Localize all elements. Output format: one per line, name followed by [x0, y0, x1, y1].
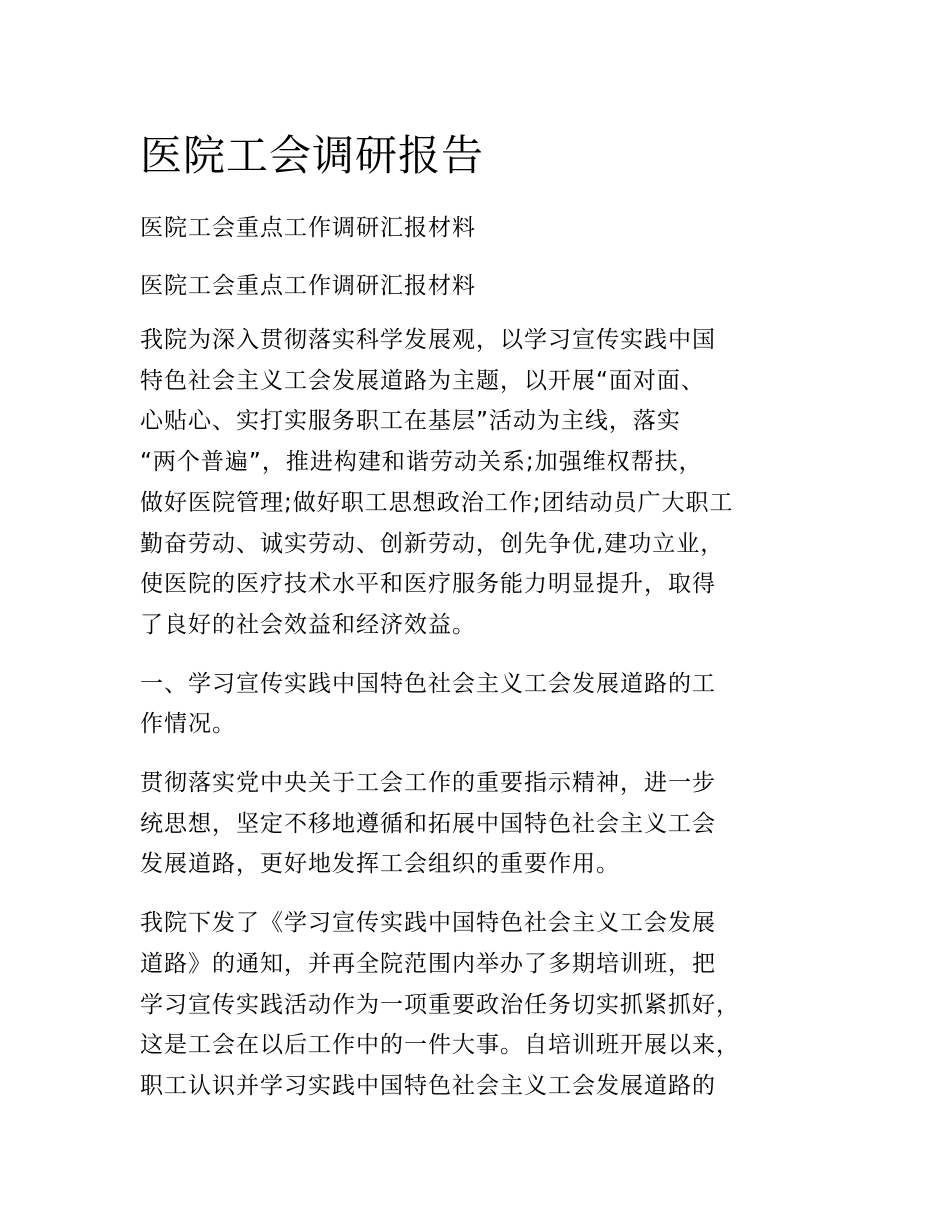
- text-line: 勤奋劳动、诚实劳动、创新劳动，创先争优,建功立业，: [140, 530, 725, 557]
- text-line: 特色社会主义工会发展道路为主题，以开展“面对面、: [140, 367, 705, 394]
- text-line: 统思想，坚定不移地遵循和拓展中国特色社会主义工会: [140, 810, 716, 837]
- subtitle-1: 医院工会重点工作调研汇报材料: [140, 215, 476, 241]
- section-heading-1: [140, 664, 812, 745]
- text-line: 贯彻落实党中央关于工会工作的重要指示精神，进一步: [140, 770, 716, 797]
- text-line: 职工认识并学习实践中国特色社会主义工会发展道路的: [140, 1072, 716, 1099]
- text-line: 做好医院管理;做好职工思想政治工作;团结动员广大职工: [140, 489, 734, 516]
- text-line: 我院为深入贯彻落实科学发展观，以学习宣传实践中国: [140, 327, 716, 353]
- text-line: 学习宣传实践活动作为一项重要政治任务切实抓紧抓好，: [140, 991, 740, 1018]
- text-line: 使医院的医疗技术水平和医疗服务能力明显提升，取得: [140, 571, 716, 598]
- document-title: 医院工会调研报告: [140, 131, 485, 180]
- text-line: “两个普遍”，推进构建和谐劳动关系;加强维权帮扶，: [140, 449, 703, 476]
- paragraph-intro: [140, 320, 812, 646]
- text-line: 作情况。: [140, 711, 236, 738]
- subtitle-2: 医院工会重点工作调研汇报材料: [140, 273, 476, 299]
- paragraph-guidance: [140, 763, 812, 885]
- text-line: 发展道路，更好地发挥工会组织的重要作用。: [140, 851, 620, 878]
- text-line: 了良好的社会效益和经济效益。: [140, 611, 476, 638]
- text-line: 一、学习宣传实践中国特色社会主义工会发展道路的工: [140, 670, 716, 697]
- text-line: 我院下发了《学习宣传实践中国特色社会主义工会发展: [140, 910, 716, 937]
- paragraph-training: [140, 903, 812, 1107]
- text-line: 心贴心、实打实服务职工在基层”活动为主线，落实: [140, 408, 681, 435]
- document-page: [140, 128, 812, 1107]
- text-line: 道路》的通知，并再全院范围内举办了多期培训班，把: [140, 950, 716, 977]
- text-line: 这是工会在以后工作中的一件大事。自培训班开展以来，: [140, 1032, 740, 1059]
